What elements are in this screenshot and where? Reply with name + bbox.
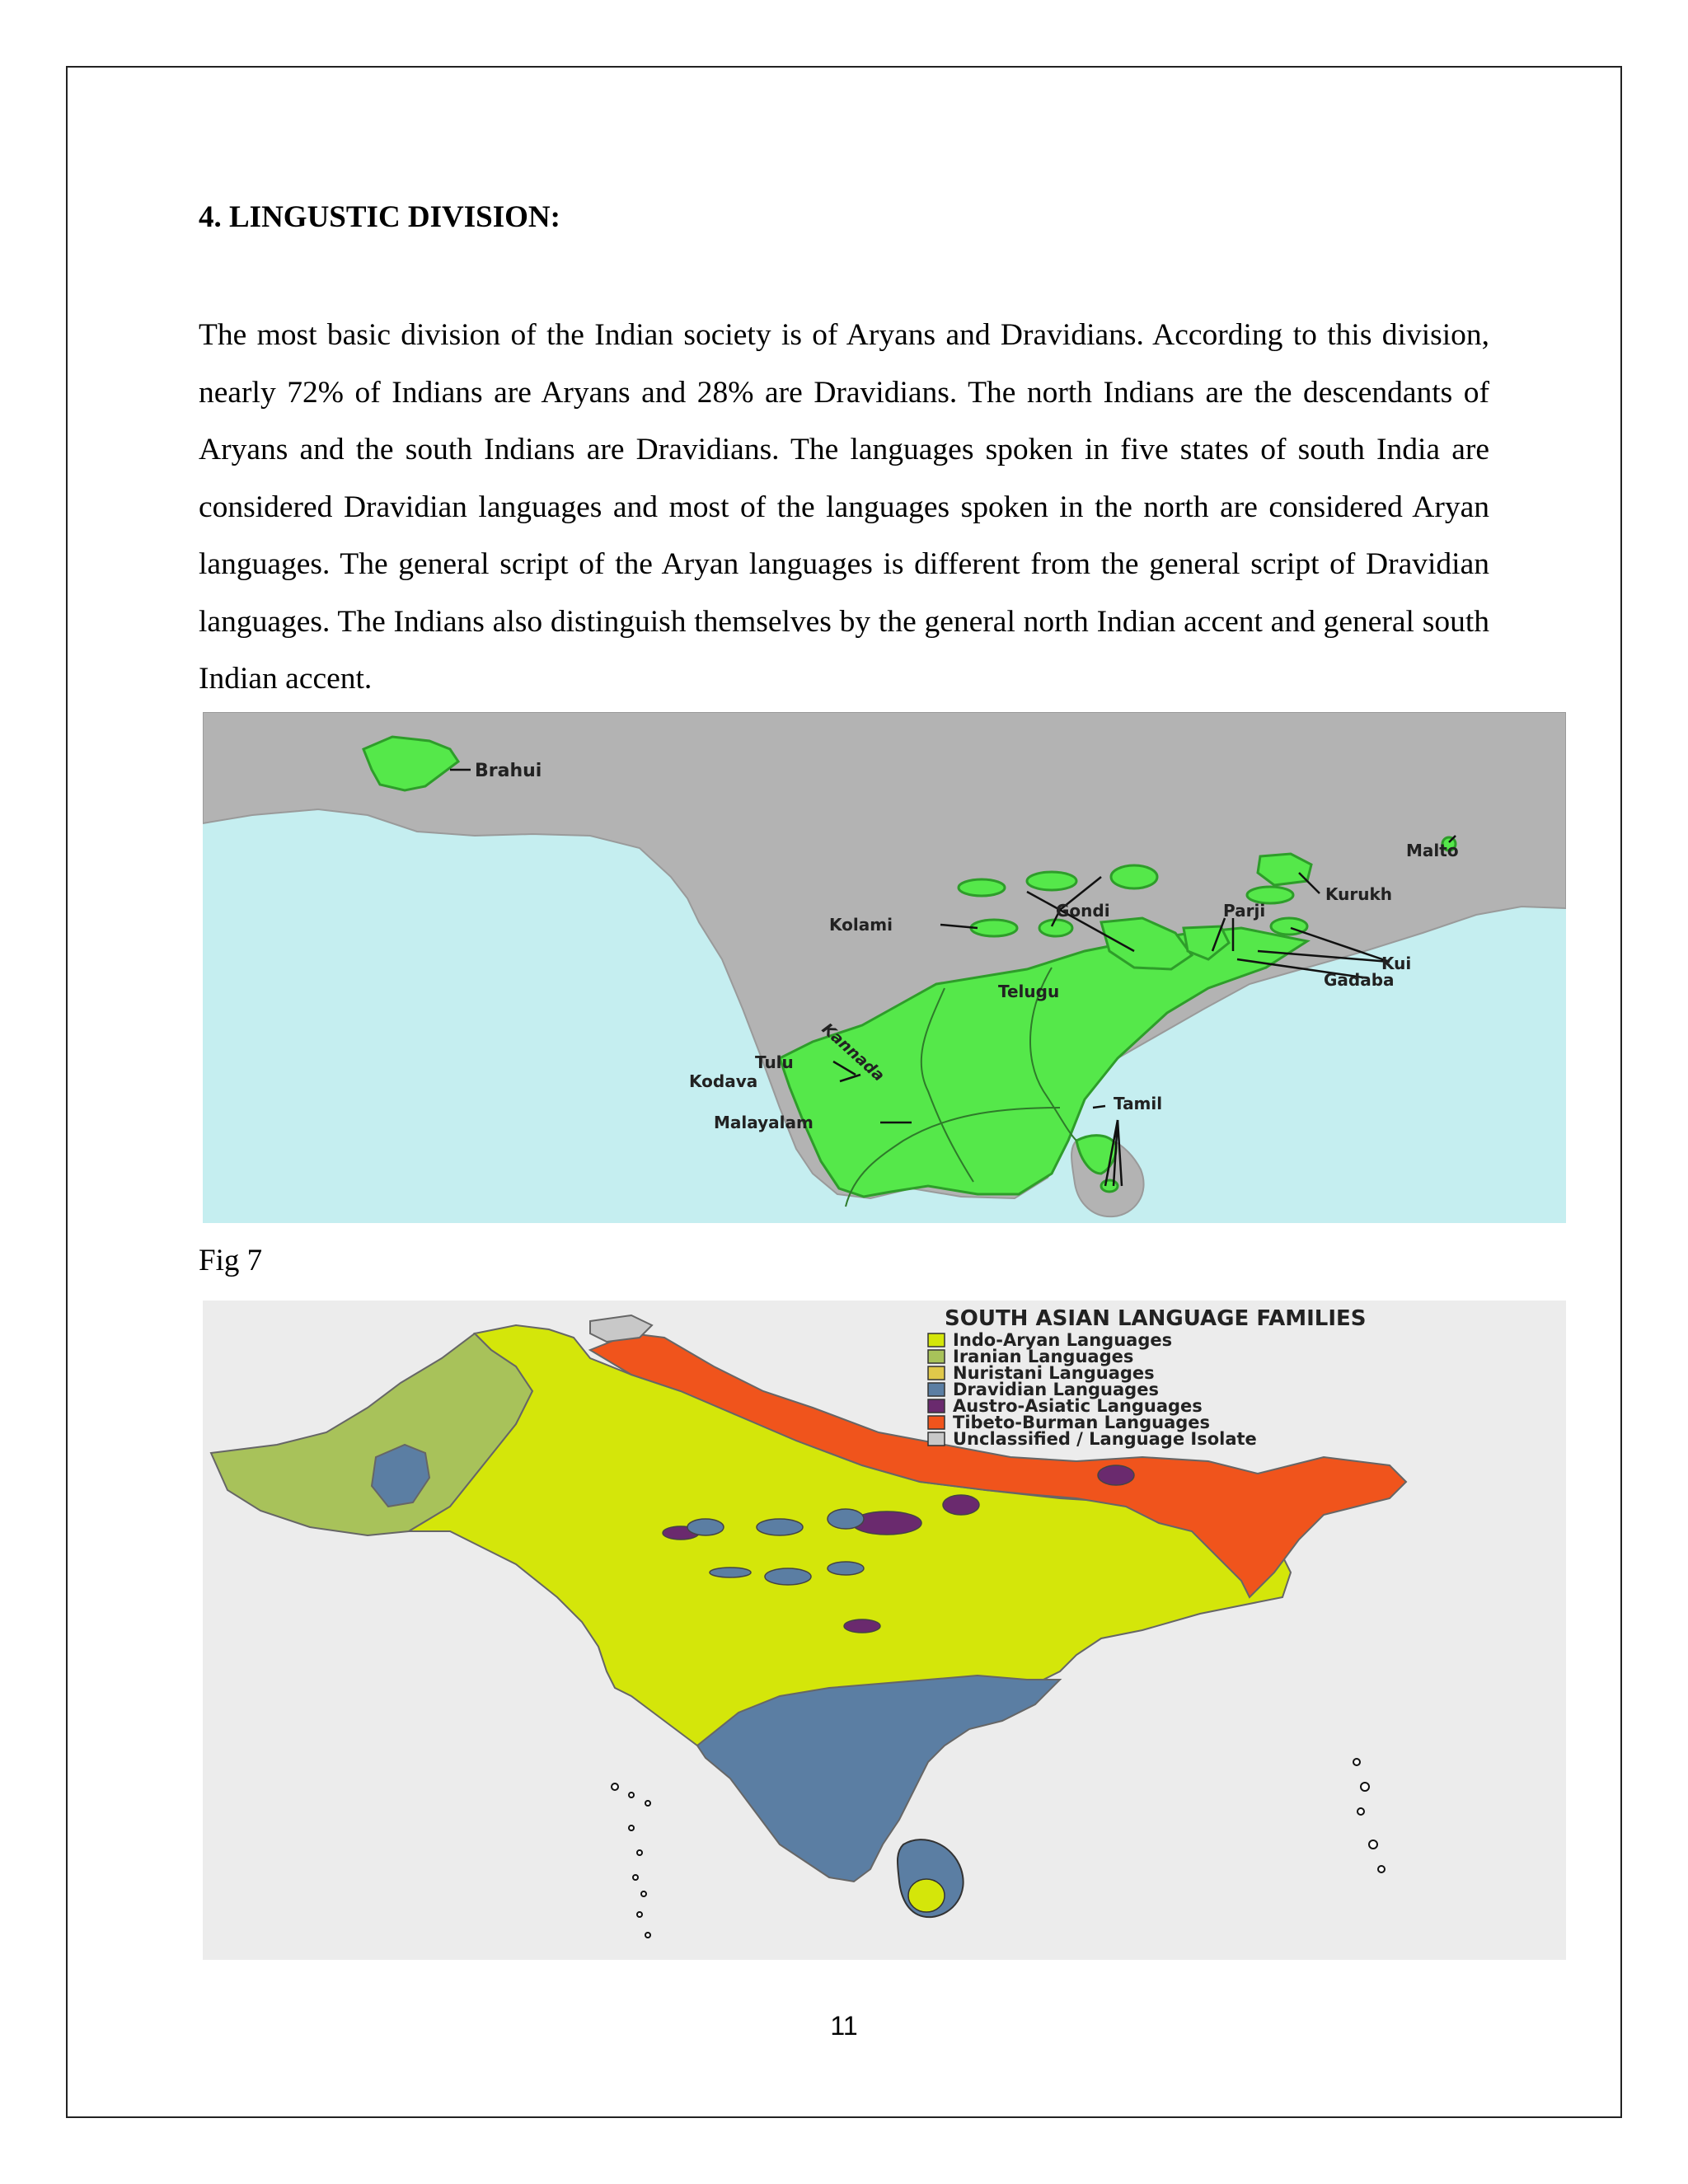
label-kodava: Kodava xyxy=(689,1071,758,1091)
label-kannada: Kannada xyxy=(818,1019,889,1085)
label-tulu: Tulu xyxy=(755,1052,794,1072)
gondi-patch-1 xyxy=(959,879,1005,896)
legend-title: SOUTH ASIAN LANGUAGE FAMILIES xyxy=(945,1306,1367,1331)
label-telugu: Telugu xyxy=(998,982,1060,1001)
gondi-patch-4 xyxy=(971,920,1017,936)
legend-label-nuristani: Nuristani Languages xyxy=(953,1363,1155,1383)
section-heading: 4. LINGUSTIC DIVISION: xyxy=(199,200,560,234)
label-kolami: Kolami xyxy=(829,915,893,935)
body-paragraph: The most basic division of the Indian society is of Aryans and Dravidians. According to this division, nearly 72% of Indians are Aryans and 28% are Dravidians. The north Indians are the descendants of Aryans and the south Indians are Dravidians. The languages spoken in five states of south India are considered Dravidian languages and most of the languages spoken in the north are considered Aryan languages. The general script of the Aryan languages is different from the general script of Dravidian languages. The Indians also distinguish themselves by the general north Indian accent and general south Indian accent. xyxy=(199,318,1489,696)
dravidian-languages-map xyxy=(203,712,1566,1223)
label-gondi: Gondi xyxy=(1056,901,1110,921)
sri-lanka-sinhala xyxy=(908,1879,945,1912)
legend-label-indo-aryan: Indo-Aryan Languages xyxy=(953,1330,1173,1350)
legend-swatch-dravidian xyxy=(928,1383,945,1396)
legend-label-unclassified: Unclassified / Language Isolate xyxy=(953,1429,1257,1449)
label-malayalam: Malayalam xyxy=(714,1113,814,1132)
label-tamil: Tamil xyxy=(1114,1094,1163,1113)
legend-swatch-unclassified xyxy=(928,1432,945,1446)
label-malto: Malto xyxy=(1406,841,1459,860)
legend-swatch-indo-aryan xyxy=(928,1333,945,1347)
legend-swatch-austro-asiatic xyxy=(928,1399,945,1413)
gondi-patch-2 xyxy=(1027,872,1076,890)
label-brahui: Brahui xyxy=(475,761,542,781)
legend-label-tibeto-burman: Tibeto-Burman Languages xyxy=(953,1413,1211,1432)
label-parji: Parji xyxy=(1223,901,1266,921)
gondi-patch-3 xyxy=(1111,865,1157,888)
label-gadaba: Gadaba xyxy=(1324,970,1395,990)
legend-label-dravidian: Dravidian Languages xyxy=(953,1380,1159,1399)
label-kui: Kui xyxy=(1381,954,1412,973)
legend-label-iranian: Iranian Languages xyxy=(953,1347,1134,1366)
legend-swatch-iranian xyxy=(928,1350,945,1363)
legend-swatch-nuristani xyxy=(928,1366,945,1380)
legend-label-austro-asiatic: Austro-Asiatic Languages xyxy=(953,1396,1203,1416)
figure-caption: Fig 7 xyxy=(199,1244,263,1277)
legend-swatch-tibeto-burman xyxy=(928,1416,945,1429)
language-families-map xyxy=(203,1301,1566,1960)
tamil-patch xyxy=(1101,1180,1118,1192)
page-number: 11 xyxy=(830,2011,858,2041)
label-kurukh: Kurukh xyxy=(1325,884,1393,904)
gondi-patch-5 xyxy=(1039,920,1072,936)
